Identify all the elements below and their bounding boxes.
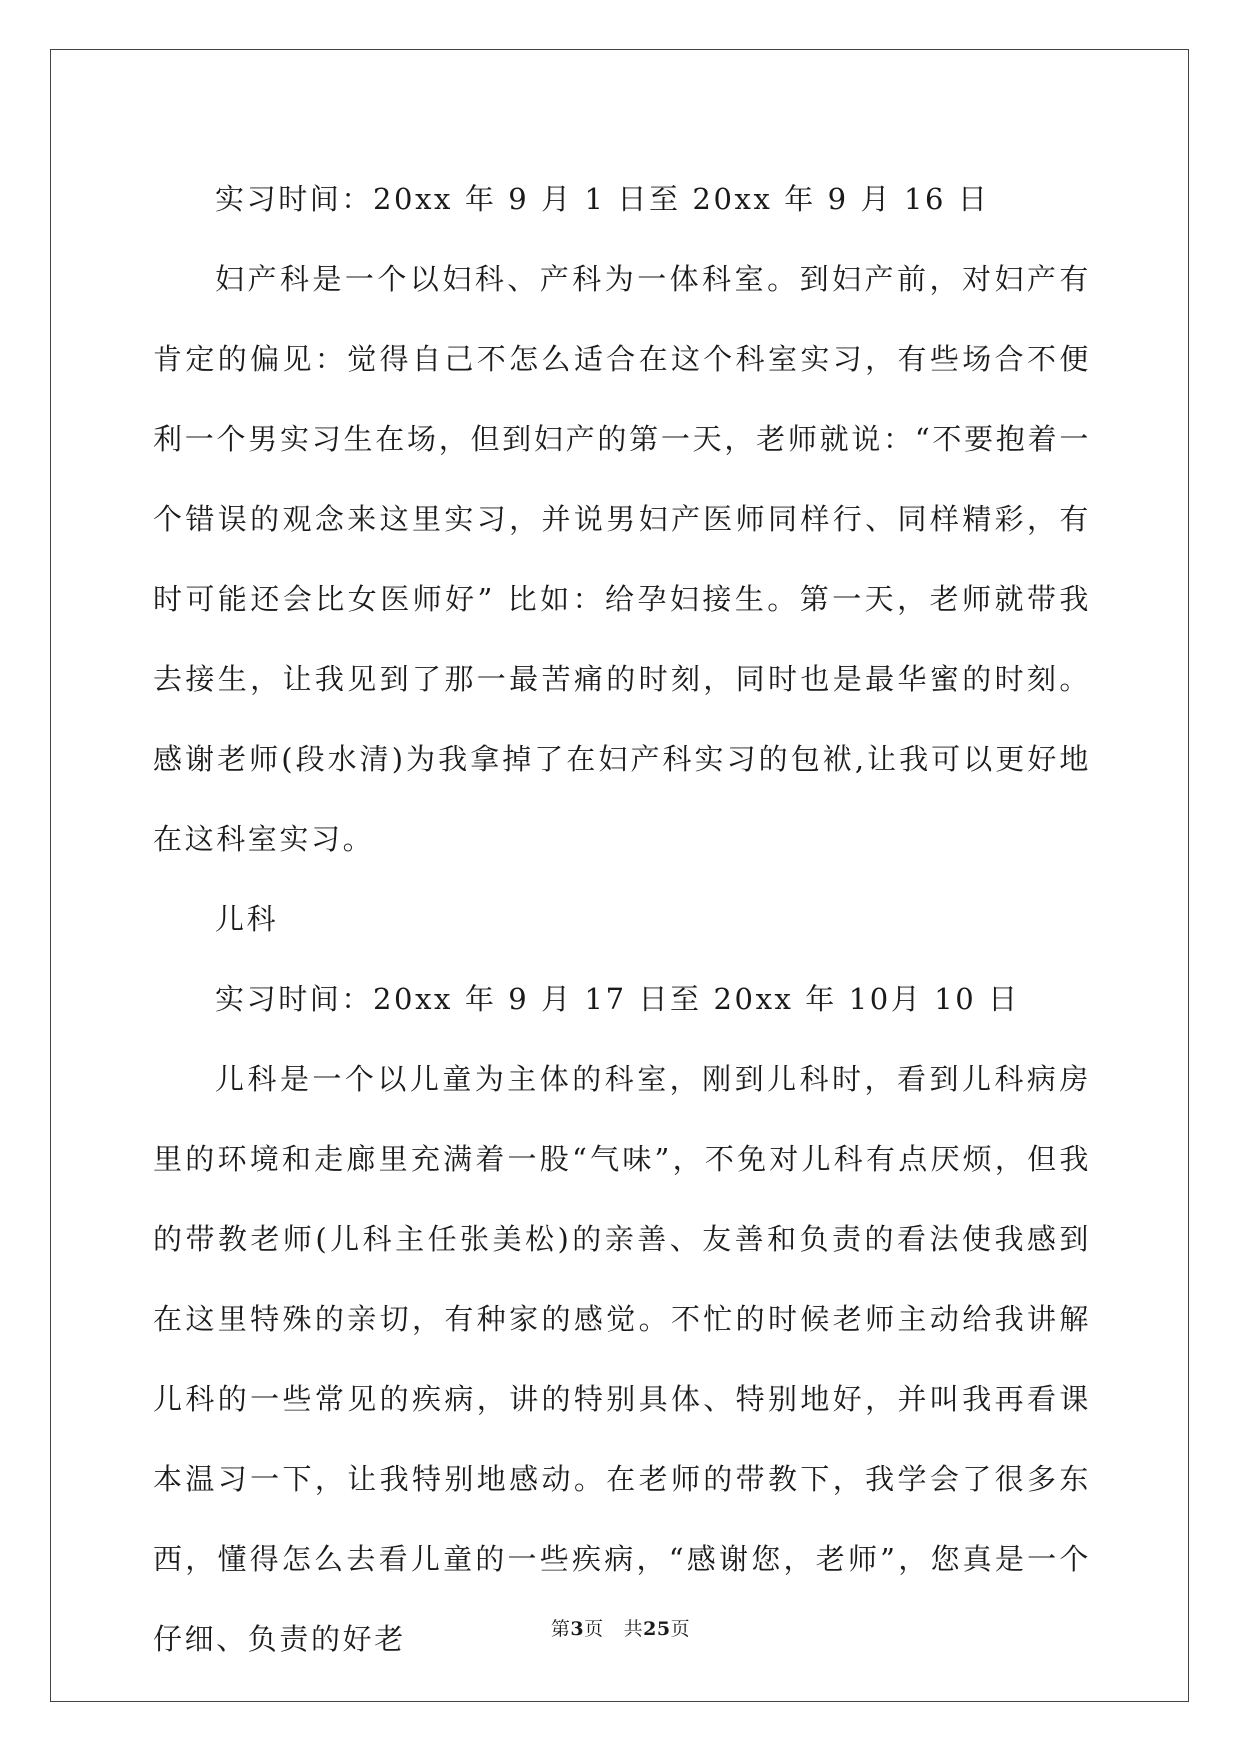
page-prefix: 第	[550, 1618, 571, 1640]
paragraph-internship-time-obstetrics: 实习时间：20xx 年 9 月 1 日至 20xx 年 9 月 16 日	[215, 182, 990, 216]
page-current-number: 3	[570, 1618, 585, 1640]
paragraph-internship-time-pediatrics: 实习时间：20xx 年 9 月 17 日至 20xx 年 10月 10 日	[215, 982, 1020, 1016]
paragraph-obstetrics-description: 妇产科是一个以妇科、产科为一体科室。到妇产前，对妇产有肯定的偏见：觉得自己不怎么适合在这个科室实习，有些场合不便利一个男实习生在场，但到妇产的第一天，老师就说：“不要抱着一个错误的观念来这里实习，并说男妇产医师同样行、同样精彩，有时可能还会比女医师好” 比如：给孕妇接生。第一天，老师就带我去接生，让我见到了那一最苦痛的时刻，同时也是最华蜜的时刻。感谢老师(段水清)为我拿掉了在妇产科实习的包袱,让我可以更好地在这科室实习。	[153, 262, 1091, 856]
document-body	[153, 159, 1091, 1679]
total-suffix: 页	[670, 1618, 691, 1640]
page-total-number: 25	[643, 1618, 671, 1640]
paragraph-pediatrics-description: 儿科是一个以儿童为主体的科室，刚到儿科时，看到儿科病房里的环境和走廊里充满着一股“气味”，不免对儿科有点厌烦，但我的带教老师(儿科主任张美松)的亲善、友善和负责的看法使我感到在这里特殊的亲切，有种家的感觉。不忙的时候老师主动给我讲解儿科的一些常见的疾病，讲的特别具体、特别地好，并叫我再看课本温习一下，让我特别地感动。在老师的带教下，我学会了很多东西，懂得怎么去看儿童的一些疾病，“感谢您，老师”，您真是一个仔细、负责的好老	[153, 1062, 1091, 1656]
page-footer	[0, 1614, 1241, 1641]
total-prefix: 共	[623, 1618, 644, 1640]
page-suffix: 页	[584, 1618, 604, 1640]
section-heading-pediatrics: 儿科	[215, 902, 279, 936]
